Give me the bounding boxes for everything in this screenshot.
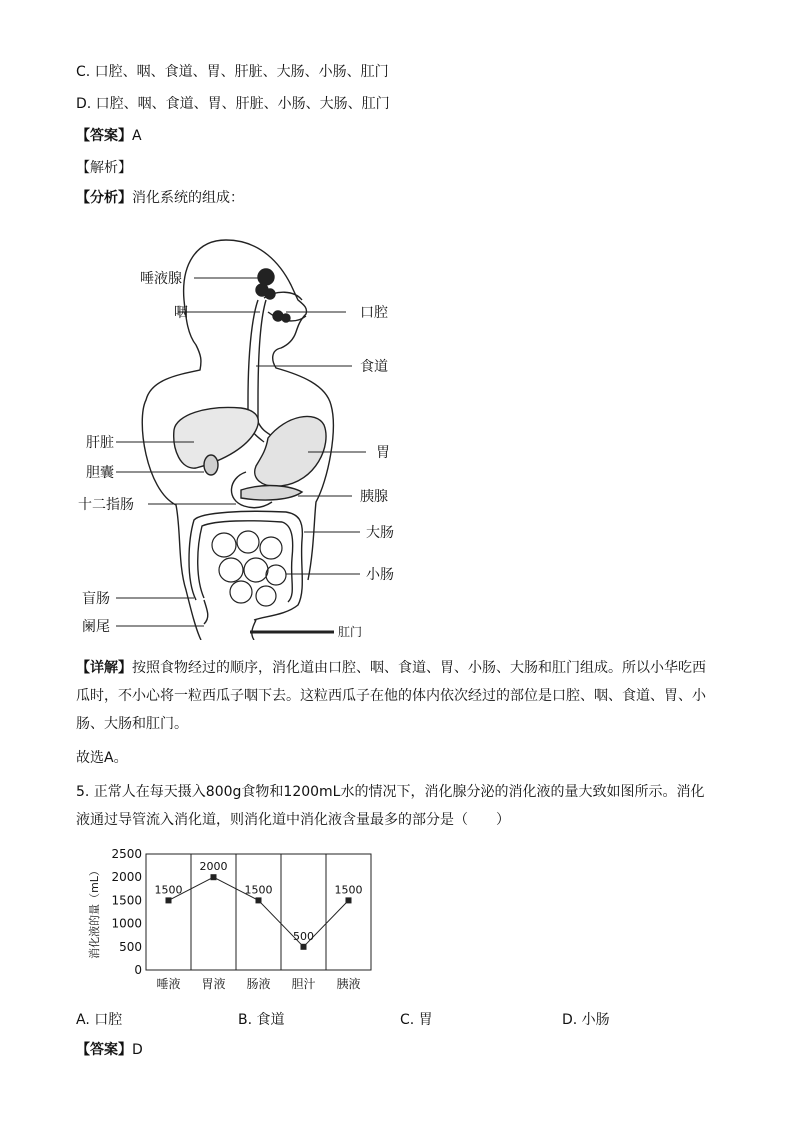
option-d-q5: D. 小肠: [562, 1012, 610, 1028]
large-intestine: [189, 511, 302, 620]
y-tick-label: 2500: [111, 847, 142, 861]
label-appendix: 阑尾: [82, 619, 110, 635]
label-pharynx: 咽: [174, 305, 188, 321]
detail-text: 按照食物经过的顺序，消化道由口腔、咽、食道、胃、小肠、大肠和肛门组成。所以小华吃西瓜时，不小心将一粒西瓜子咽下去。这粒西瓜子在他的体内依次经过的部位是口腔、咽、食道、胃、小肠、大肠和肛门。: [76, 660, 706, 732]
fenxi-text: 消化系统的组成：: [132, 190, 244, 206]
data-label: 1500: [334, 883, 363, 897]
x-tick-label: 肠液: [246, 977, 271, 991]
answer-2: [76, 1040, 143, 1060]
label-stomach: 胃: [376, 445, 390, 461]
fenxi-line: [76, 188, 244, 208]
answer-tag: 【答案】: [76, 128, 132, 144]
data-label: 2000: [199, 860, 228, 874]
data-point: [166, 897, 172, 903]
choose-line: 故选A。: [76, 750, 128, 766]
appendix: [204, 600, 208, 624]
detail-tag: 【详解】: [76, 660, 132, 676]
digestive-juice-chart: [76, 842, 376, 992]
y-tick-label: 2000: [111, 870, 142, 885]
x-tick-label: 胆汁: [291, 977, 316, 991]
y-tick-label: 1000: [111, 916, 142, 931]
answer-value: A: [132, 128, 142, 144]
data-point: [211, 874, 217, 880]
option-c: C. 口腔、咽、食道、胃、肝脏、大肠、小肠、肛门: [76, 64, 389, 80]
pancreas: [241, 486, 302, 500]
digestive-system-figure: [76, 220, 416, 640]
data-label: 1500: [244, 883, 273, 897]
y-axis-label: 消化液的量（mL）: [88, 865, 101, 959]
answer-value-2: D: [132, 1042, 143, 1058]
small-intestine: [212, 531, 286, 606]
data-label: 1500: [154, 883, 183, 897]
label-liver: 肝脏: [86, 435, 114, 451]
label-gallbladder: 胆囊: [86, 465, 114, 481]
data-point: [346, 897, 352, 903]
data-point: [256, 897, 262, 903]
x-tick-label: 胃液: [201, 977, 226, 991]
answer-tag-2: 【答案】: [76, 1042, 132, 1058]
label-salivary-gland: 唾液腺: [140, 271, 182, 287]
x-tick-label: 胰液: [336, 977, 361, 991]
label-anus: 肛门: [338, 625, 363, 639]
fenxi-tag: 【分析】: [76, 190, 132, 206]
label-small-intestine: 小肠: [366, 567, 394, 583]
y-tick-label: 500: [119, 939, 142, 954]
question-5: 5. 正常人在每天摄入800g食物和1200mL水的情况下，消化腺分泌的消化液的量大致如图所示。消化液通过导管流入消化道，则消化道中消化液含量最多的部分是（ ）: [76, 784, 705, 828]
label-cecum: 盲肠: [82, 591, 110, 607]
label-esophagus: 食道: [360, 359, 388, 375]
x-tick-label: 唾液: [156, 977, 181, 991]
option-c-q5: C. 胃: [400, 1012, 433, 1028]
label-large-intestine: 大肠: [366, 525, 394, 541]
y-tick-label: 0: [134, 963, 142, 977]
answer-1: [76, 126, 142, 146]
label-oral-cavity: 口腔: [360, 305, 388, 321]
analysis-heading: 【解析】: [76, 160, 132, 176]
label-pancreas: 胰腺: [360, 489, 388, 505]
y-tick-label: 1500: [111, 893, 142, 908]
stomach: [255, 416, 326, 486]
detail-paragraph: [76, 654, 716, 738]
label-duodenum: 十二指肠: [78, 497, 134, 513]
data-label: 500: [293, 929, 314, 943]
rectum: [252, 620, 256, 640]
option-d: D. 口腔、咽、食道、胃、肝脏、小肠、大肠、肛门: [76, 96, 390, 112]
option-b: B. 食道: [238, 1012, 285, 1028]
option-a: A. 口腔: [76, 1012, 123, 1028]
data-point: [301, 944, 307, 950]
